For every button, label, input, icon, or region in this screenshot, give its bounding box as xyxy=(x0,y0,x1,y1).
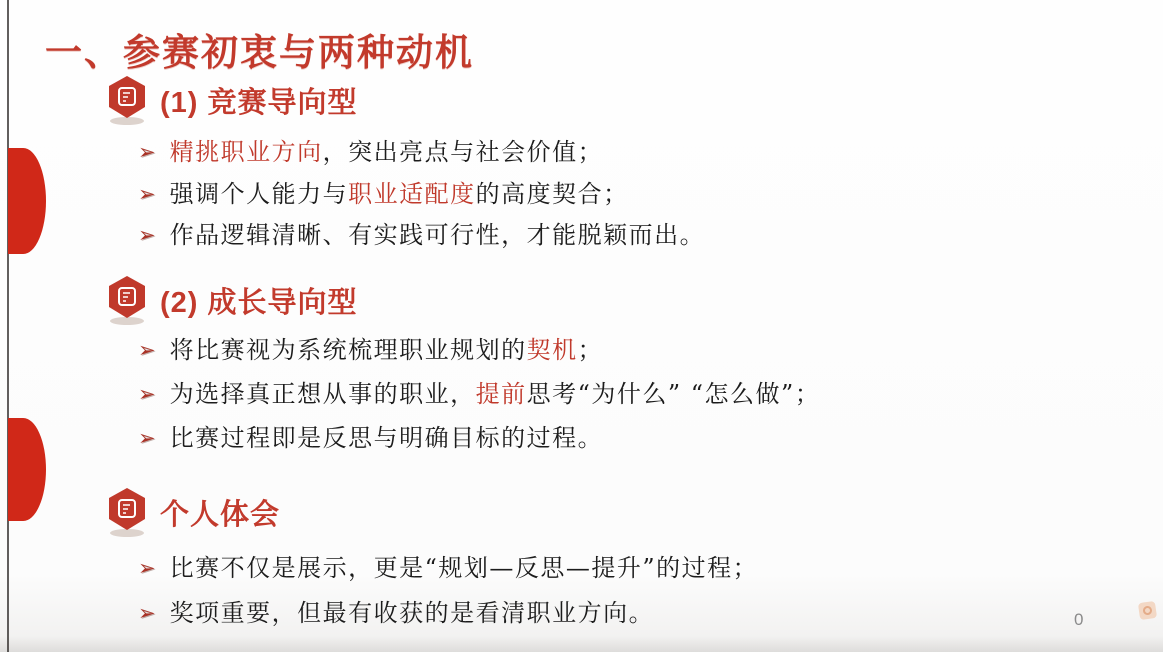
bullet-item xyxy=(138,334,603,366)
section-heading-label: (2) 成长导向型 xyxy=(160,286,358,319)
camera-app-watermark-icon xyxy=(1138,601,1157,620)
arrow-bullet-icon: ➢ xyxy=(138,556,156,580)
hexagon-badge-icon xyxy=(104,486,150,538)
bullet-text-segment: ； xyxy=(577,336,604,364)
bullet-item xyxy=(138,219,705,251)
bottom-edge-shadow xyxy=(0,636,1163,652)
bullet-text-segment: 将比赛视为系统梳理职业规划的 xyxy=(169,336,527,364)
bullet-text-segment: 作品逻辑清晰、有实践可行性，才能脱颖而出。 xyxy=(169,221,706,249)
arrow-bullet-icon: ➢ xyxy=(138,182,156,206)
bullet-text-segment: 职业适配度 xyxy=(348,180,476,208)
bullet-item xyxy=(138,378,820,410)
section-heading-label: 个人体会 xyxy=(160,498,281,531)
section-heading-label: (1) 竞赛导向型 xyxy=(160,86,358,119)
slide-title: 一、参赛初衷与两种动机 xyxy=(45,32,474,73)
bullet-text-segment: 提前 xyxy=(475,380,527,408)
hexagon-badge-icon xyxy=(104,74,150,126)
bullet-text-segment: 的高度契合； xyxy=(475,180,629,208)
arrow-bullet-icon: ➢ xyxy=(138,140,156,164)
bullet-text-segment: 思考“为什么” “怎么做”； xyxy=(526,380,821,408)
bullet-item xyxy=(138,178,629,210)
bullet-item xyxy=(138,597,654,629)
hexagon-badge-icon xyxy=(104,274,150,326)
bullet-text-segment: 奖项重要，但最有收获的是看清职业方向。 xyxy=(169,599,655,627)
bullet-text-segment: 比赛不仅是展示，更是“规划—反思—提升”的过程； xyxy=(169,554,759,582)
arrow-bullet-icon: ➢ xyxy=(138,223,156,247)
left-red-blob-decoration xyxy=(8,418,46,521)
arrow-bullet-icon: ➢ xyxy=(138,426,156,450)
bullet-item xyxy=(138,552,758,584)
arrow-bullet-icon: ➢ xyxy=(138,382,156,406)
section-heading-1 xyxy=(104,74,358,126)
arrow-bullet-icon: ➢ xyxy=(138,601,156,625)
bullet-item xyxy=(138,422,603,454)
left-edge-line xyxy=(7,0,9,652)
section-heading-3 xyxy=(104,486,280,538)
bullet-text-segment: 契机 xyxy=(526,336,578,364)
section-heading-2 xyxy=(104,274,358,326)
page-number: 0 xyxy=(1074,610,1084,629)
arrow-bullet-icon: ➢ xyxy=(138,338,156,362)
bullet-text-segment: ，突出亮点与社会价值； xyxy=(322,138,604,166)
bullet-text-segment: 精挑职业方向 xyxy=(169,138,323,166)
left-red-blob-decoration xyxy=(8,148,46,254)
bullet-item xyxy=(138,136,603,168)
bullet-text-segment: 比赛过程即是反思与明确目标的过程。 xyxy=(169,424,604,452)
bullet-text-segment: 为选择真正想从事的职业， xyxy=(169,380,476,408)
bullet-text-segment: 强调个人能力与 xyxy=(169,180,349,208)
